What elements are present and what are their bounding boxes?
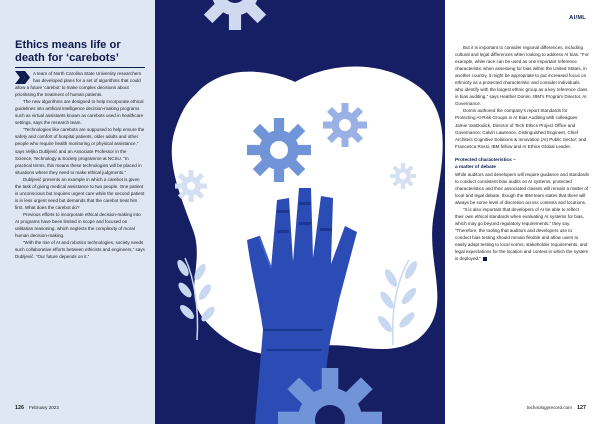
- issue-date: February 2023: [29, 405, 59, 410]
- article-paragraph: While auditors and developers will require guidance and standards to conduct consistent bias audits on AI systems, protected characteristics and their associated classes will remain a matter of local and legal debate, though the IBM team states that there will always be some level of discretion across contexts and locations.: [455, 171, 589, 205]
- sidebar-paragraph: A team of North Carolina State University researchers has developed plans for a set of algorithms that could allow a future ‘carebot’ to make complex decisions about prioritising the treatment of human patients.: [15, 71, 142, 98]
- sidebar-paragraph: The new algorithms are designed to help incorporate ethical guidelines into artificial intelligence decision-making programs such as virtual assistants known as carebots used in healthcare settings, says the research team.: [15, 99, 144, 126]
- headline-line-2: death for ‘carebots’: [15, 51, 119, 64]
- headline-divider: [15, 67, 145, 68]
- sidebar-article: [0, 0, 155, 424]
- section-tag: AI/ML: [569, 15, 586, 21]
- article-body: [455, 44, 589, 262]
- gear-icon: [197, 0, 273, 30]
- article-paragraph: “It is also important that developers of AI be able to reflect their own ethical standards when evaluating AI systems for bias, which may go beyond regulatory requirements,” they say. “Therefore, the tooling that auditors and developers use to conduct bias testing should remain flexible and allow users to easily adapt testing to local norms, stakeholder requirements, and legal expectations for the location and context in which the system is deployed.”: [455, 207, 589, 262]
- end-of-article-icon: [483, 257, 487, 261]
- headline-line-1: Ethics means life or: [15, 39, 121, 51]
- article-paragraph: Domin authored the company’s report Standards for Protecting At-Risk Groups in AI Bias Auditing with colleagues Jamie VanDodick, Director of Tech Ethics Project Office and Governance; Calvin Lawrence, Distinguished Engineer, Chief Architect Cognitive Solutions & Innovation (AI) Public Sector; and Francesca Rossi, IBM fellow and AI Ethics Global Leader.: [455, 108, 587, 149]
- sidebar-paragraph: Previous efforts to incorporate ethical decision-making into AI programs have been limited in scope and focused on utilitarian reasoning, which neglects the complexity of moral human decision-making.: [15, 211, 141, 239]
- page-footer-left: [15, 405, 59, 411]
- article-paragraph: But it is important to consider regional differences, including cultural and legal differences when looking to address AI bias. “For example, while race can be used as one important reference characteristic when assessing for bias within the United States, in another country, it might be appropriate to put increased focus on ethnicity as a protected characteristic and consider individuals who identify with the largest ethnic group as a key reference class in bias auditing,” says Heather Domin, IBM’s Program Director, AI Governance.: [455, 45, 589, 107]
- subheading-line-1: Protected characteristics –: [455, 157, 516, 163]
- sidebar-paragraph: “Technologies like carebots are supposed to help ensure the safety and comfort of hospital patients, older adults and other people who require health monitoring or physical assistance,” says Veljko Dubljević and an Associate Professor in the Science, Technology & Society programme at NCSU. “In practical terms, this means these technologies will be placed in situations where they need to make ethical judgments.”: [15, 127, 145, 175]
- page-footer-right: [527, 405, 586, 411]
- site-name: technologyrecord.com: [526, 405, 572, 410]
- double-chevron-icon: [15, 71, 30, 84]
- robot-hand-illustration: [155, 0, 445, 424]
- illustration-canvas: [155, 0, 445, 424]
- subheading-line-2: a matter of debate: [455, 164, 496, 170]
- sidebar-body: [15, 70, 145, 260]
- sidebar-paragraph: “With the rise of AI and robotics technologies, society needs such collaborative efforts between ethicists and engineers,” says Dubljević. “Our future depends on it.”: [15, 240, 145, 260]
- main-article-column: [445, 0, 600, 424]
- page-number: 126: [15, 405, 24, 411]
- headline: [15, 39, 145, 64]
- subheading: [455, 157, 589, 171]
- sidebar-paragraph: Dubljević presents an example in which a carebot is given the task of giving medical assistance to two people. One patient is unconscious but requires urgent care while the second patient is in less urgent need but demands that the carebot treat him first. What does the carebot do?: [15, 176, 145, 210]
- page-number: 127: [577, 405, 586, 411]
